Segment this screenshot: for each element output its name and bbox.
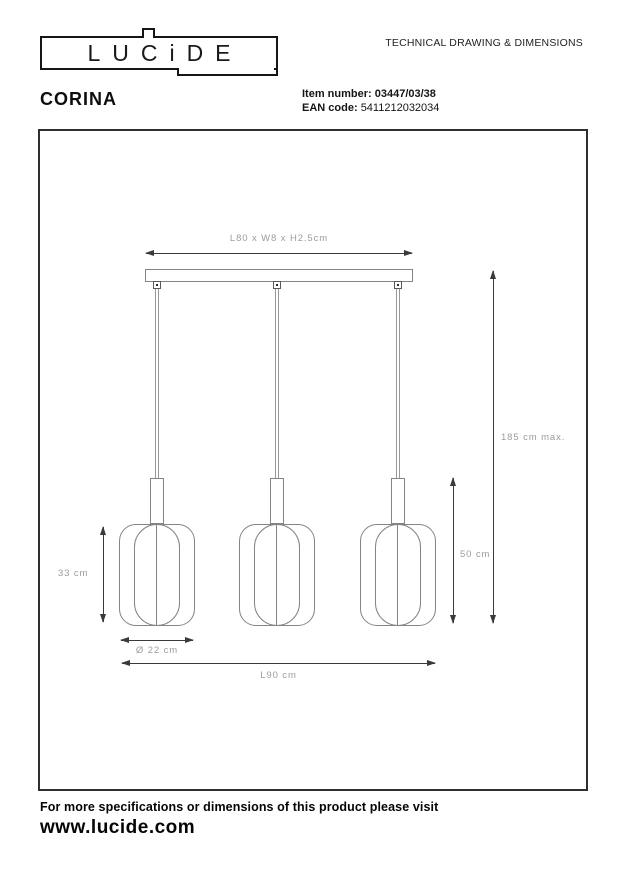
max-height-arrow bbox=[493, 271, 494, 623]
footer-website: www.lucide.com bbox=[40, 817, 196, 838]
lucide-logo-step bbox=[177, 68, 278, 76]
cage-shade-rib bbox=[397, 524, 398, 626]
cage-shade-inner bbox=[375, 524, 421, 626]
suspension-cord bbox=[155, 289, 159, 478]
footer-note: For more specifications or dimensions of this product please visit bbox=[40, 800, 439, 814]
item-number-row bbox=[302, 87, 439, 101]
pendant-lamp bbox=[239, 281, 315, 629]
ean-row bbox=[302, 101, 439, 115]
item-number-label: Item number: bbox=[302, 88, 372, 100]
lamp-socket bbox=[391, 478, 405, 524]
footer bbox=[40, 800, 438, 839]
shade-height-arrow bbox=[103, 527, 104, 622]
cage-shade-inner bbox=[134, 524, 180, 626]
lamp-socket bbox=[150, 478, 164, 524]
suspension-cord bbox=[275, 289, 279, 478]
max-height-label: 185 cm max. bbox=[501, 432, 566, 443]
shade-diameter-label: Ø 22 cm bbox=[135, 645, 179, 656]
lucide-logo-notch bbox=[142, 28, 155, 38]
suspension-cord bbox=[396, 289, 400, 478]
cage-shade-rib bbox=[156, 524, 157, 626]
total-length-label: L90 cm bbox=[260, 670, 297, 681]
cord-drop-label: 50 cm bbox=[460, 549, 491, 560]
product-identifiers bbox=[302, 87, 439, 115]
cord-mount bbox=[394, 281, 402, 289]
product-name: CORINA bbox=[40, 89, 117, 109]
cord-drop-arrow bbox=[453, 478, 454, 623]
ean-value: 5411212032034 bbox=[360, 102, 440, 114]
document-title: TECHNICAL DRAWING & DIMENSIONS bbox=[385, 37, 583, 49]
lucide-logo bbox=[40, 36, 278, 70]
item-number-value: 03447/03/38 bbox=[374, 88, 436, 100]
lucide-logo-text: LUCiDE bbox=[87, 39, 243, 66]
lamp-socket bbox=[270, 478, 284, 524]
pendant-lamp bbox=[119, 281, 195, 629]
bar-dimension-arrow bbox=[146, 253, 412, 254]
cord-mount bbox=[273, 281, 281, 289]
total-length-arrow bbox=[122, 663, 435, 664]
shade-diameter-arrow bbox=[121, 640, 193, 641]
cage-shade-inner bbox=[254, 524, 300, 626]
shade-height-label: 33 cm bbox=[58, 568, 89, 579]
cage-shade-rib bbox=[276, 524, 277, 626]
bar-dimension-label: L80 x W8 x H2.5cm bbox=[229, 233, 329, 244]
cord-mount bbox=[153, 281, 161, 289]
ean-label: EAN code: bbox=[302, 102, 358, 114]
pendant-lamp bbox=[360, 281, 436, 629]
